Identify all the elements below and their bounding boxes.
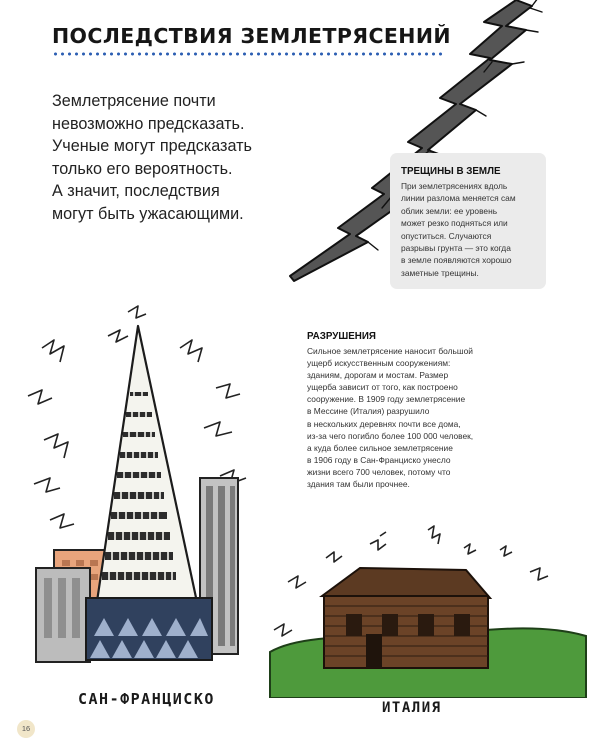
damage-line: зданиям, дорогам и мостам. Размер [307, 370, 449, 381]
damage-section [307, 331, 517, 490]
caption-italy: ИТАЛИЯ [382, 700, 442, 716]
damage-title: РАЗРУШЕНИЯ [307, 331, 376, 342]
lead-line: Землетрясение почти [52, 92, 216, 110]
damage-line: в Мессине (Италия) разрушило [307, 406, 430, 417]
damage-line: здания там были прочнее. [307, 479, 410, 490]
damage-line: ущерб искусственным сооружениям: [307, 358, 451, 369]
damage-text [307, 345, 517, 490]
damage-line: из-за чего погибло более 100 000 человек, [307, 430, 474, 441]
lead-paragraph [52, 90, 272, 225]
caption-san-francisco: САН-ФРАНЦИСКО [78, 690, 215, 708]
damage-line: ущерба зависит от того, как построено [307, 382, 458, 393]
page-title: ПОСЛЕДСТВИЯ ЗЕМЛЕТРЯСЕНИЙ [52, 24, 451, 48]
lead-line: невозможно предсказать. [52, 114, 245, 133]
damage-line: а куда более сильное землетрясение [307, 442, 453, 453]
sidebar-line: может резко подняться или [401, 218, 508, 229]
damage-line: жизни всего 700 человек, потому что [307, 466, 451, 477]
sidebar-line: облик земли: ее уровень [401, 205, 498, 216]
damage-line: сооружение. В 1909 году землетрясение [307, 394, 466, 405]
sidebar-line: в земле появляются хорошо [401, 255, 512, 266]
sidebar-title: ТРЕЩИНЫ В ЗЕМЛЕ [401, 166, 501, 177]
skyscraper-icon [20, 300, 280, 690]
sidebar-line: опуститься. Случаются [401, 230, 492, 241]
damage-line: в нескольких деревнях почти все дома, [307, 418, 461, 429]
sidebar-line: линии разлома меняется сам [401, 193, 516, 204]
sidebar-line: При землетрясениях вдоль [401, 181, 508, 191]
lead-line: только его вероятность. [52, 159, 233, 178]
page-number: 16 [17, 720, 35, 738]
lead-line: могут быть ужасающими. [52, 204, 244, 223]
sidebar-line: разрывы грунта — это когда [401, 243, 511, 254]
sidebar-cracks [390, 153, 546, 289]
wooden-house-icon [268, 522, 588, 698]
sidebar-text [401, 180, 538, 279]
damage-line: в 1906 году в Сан-Франциско унесло [307, 454, 451, 465]
sidebar-line: заметные трещины. [401, 267, 479, 278]
damage-line: Сильное землетрясение наносит большой [307, 346, 473, 356]
lead-line: А значит, последствия [52, 182, 220, 200]
lead-line: Ученые могут предсказать [52, 137, 252, 155]
